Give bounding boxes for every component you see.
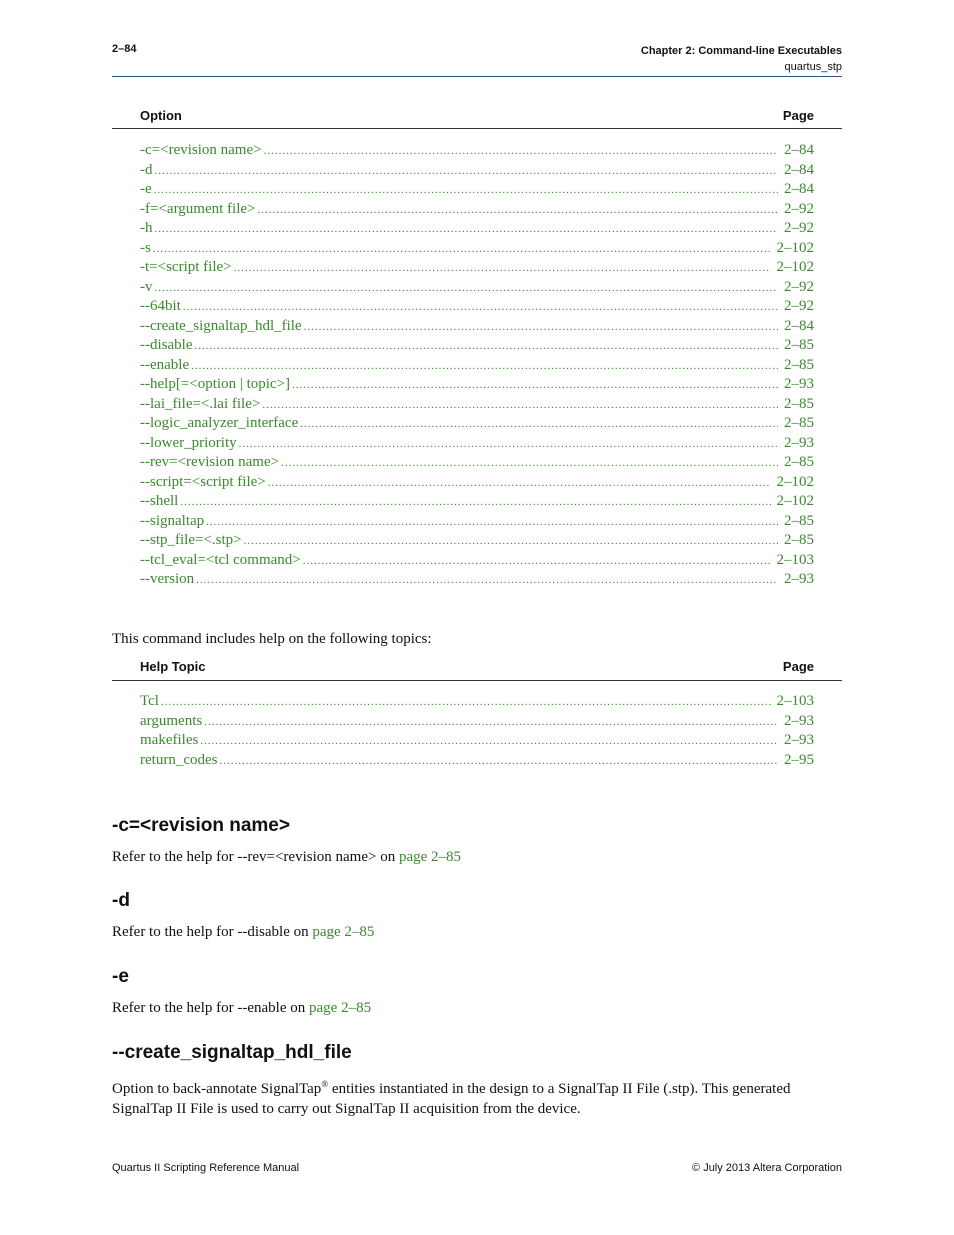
page-link[interactable]: page 2–85 xyxy=(312,924,375,940)
leader-dots xyxy=(244,535,778,547)
leader-dots xyxy=(155,223,779,235)
header-rule xyxy=(112,76,842,77)
section-heading-c: -c=<revision name> xyxy=(112,815,290,836)
footer-date-company: © July 2013 Altera Corporation xyxy=(692,1162,842,1174)
section-title: quartus_stp xyxy=(784,61,842,73)
leader-dots xyxy=(303,555,771,567)
toc-row[interactable] xyxy=(140,259,814,279)
page-number: 2–84 xyxy=(112,43,137,55)
leader-dots xyxy=(268,477,771,489)
leader-dots xyxy=(180,496,770,508)
topic-label[interactable]: Tcl xyxy=(140,693,159,709)
topics-list xyxy=(140,693,814,771)
toc-row[interactable] xyxy=(140,162,814,182)
toc-page[interactable]: 2–92 xyxy=(784,200,814,217)
leader-dots xyxy=(281,457,778,469)
toc-label[interactable]: --signaltap xyxy=(140,512,205,529)
toc-page[interactable]: 2–85 xyxy=(784,415,814,431)
options-table-rule xyxy=(112,128,842,129)
section-c-text xyxy=(112,847,842,867)
page-link[interactable]: page 2–85 xyxy=(309,1000,372,1016)
page-column-header: Page xyxy=(782,108,814,123)
toc-label[interactable]: -e xyxy=(140,181,152,197)
toc-label[interactable]: --stp_file=<.stp> xyxy=(140,532,242,548)
leader-dots xyxy=(262,399,778,411)
section-create-signaltap-text xyxy=(112,1074,842,1119)
topic-row[interactable] xyxy=(140,752,814,772)
toc-page[interactable]: 2–85 xyxy=(784,356,814,373)
toc-page[interactable]: 2–92 xyxy=(784,298,814,314)
toc-row[interactable] xyxy=(140,435,814,455)
toc-row[interactable] xyxy=(140,415,814,435)
toc-row[interactable] xyxy=(140,357,814,377)
toc-page[interactable]: 2–102 xyxy=(776,473,814,490)
section-d-text xyxy=(112,922,842,942)
toc-page[interactable]: 2–85 xyxy=(784,512,814,529)
help-intro-text: This command includes help on the following topics: xyxy=(112,631,432,647)
toc-row[interactable] xyxy=(140,220,814,240)
toc-page[interactable]: 2–85 xyxy=(784,454,814,470)
topic-label[interactable]: return_codes xyxy=(140,751,218,768)
topic-page[interactable]: 2–93 xyxy=(784,732,814,748)
running-header xyxy=(641,43,842,75)
toc-label[interactable]: --create_signaltap_hdl_file xyxy=(140,317,302,334)
toc-page[interactable]: 2–93 xyxy=(784,571,814,587)
topic-page[interactable]: 2–103 xyxy=(776,693,814,709)
toc-row[interactable] xyxy=(140,376,814,396)
leader-dots xyxy=(155,282,779,294)
toc-page[interactable]: 2–93 xyxy=(784,376,814,392)
leader-dots xyxy=(204,716,778,728)
toc-label[interactable]: -v xyxy=(140,278,153,295)
toc-label[interactable]: -f=<argument file> xyxy=(140,200,256,217)
leader-dots xyxy=(206,516,778,528)
section-d-body: Refer to the help for --disable on xyxy=(112,924,313,940)
topic-page[interactable]: 2–93 xyxy=(784,712,814,729)
section-heading-d: -d xyxy=(112,890,130,911)
toc-row[interactable] xyxy=(140,298,814,318)
toc-row[interactable] xyxy=(140,279,814,299)
toc-label[interactable]: --shell xyxy=(140,493,179,509)
page-link[interactable]: page 2–85 xyxy=(398,849,462,865)
toc-page[interactable]: 2–85 xyxy=(784,395,814,412)
toc-page[interactable]: 2–92 xyxy=(784,278,814,295)
chapter-title: Chapter 2: Command-line Executables xyxy=(640,45,842,57)
toc-label[interactable]: --help[=<option | topic>] xyxy=(140,376,291,392)
toc-page[interactable]: 2–92 xyxy=(784,220,814,236)
leader-dots xyxy=(196,574,778,586)
topic-label[interactable]: makefiles xyxy=(140,732,199,748)
topic-row[interactable] xyxy=(140,732,814,752)
toc-label[interactable]: --lai_file=<.lai file> xyxy=(140,395,261,412)
topic-row[interactable] xyxy=(140,693,814,713)
leader-dots xyxy=(161,696,771,708)
toc-row[interactable] xyxy=(140,201,814,221)
leader-dots xyxy=(154,184,778,196)
section-create-body-b: entities instantiated in the design to a SignalTap II File (.stp). This generated SignalTap II File is used to carry out SignalTap II acquisition from the device. xyxy=(112,1081,791,1117)
options-list xyxy=(140,142,814,591)
toc-row[interactable] xyxy=(140,181,814,201)
toc-page[interactable]: 2–84 xyxy=(784,317,814,334)
toc-page[interactable]: 2–84 xyxy=(784,161,814,178)
toc-page[interactable]: 2–102 xyxy=(776,239,814,256)
toc-row[interactable] xyxy=(140,396,814,416)
toc-label[interactable]: --lower_priority xyxy=(140,434,237,451)
leader-dots xyxy=(153,243,771,255)
toc-label[interactable]: -d xyxy=(140,161,153,178)
leader-dots xyxy=(219,755,778,767)
toc-label[interactable]: -t=<script file> xyxy=(140,259,232,275)
toc-label[interactable]: -c=<revision name> xyxy=(140,142,262,158)
leader-dots xyxy=(257,204,778,216)
section-create-body-a: Option to back-annotate SignalTap xyxy=(112,1081,322,1097)
footer-manual-title: Quartus II Scripting Reference Manual xyxy=(112,1162,300,1174)
toc-label[interactable]: --script=<script file> xyxy=(140,473,266,490)
section-heading-create-signaltap-hdl-file: --create_signaltap_hdl_file xyxy=(112,1042,352,1063)
leader-dots xyxy=(183,301,778,313)
toc-row[interactable] xyxy=(140,552,814,572)
toc-page[interactable]: 2–102 xyxy=(776,493,814,509)
registered-mark: ® xyxy=(321,1079,329,1089)
toc-row[interactable] xyxy=(140,571,814,591)
toc-page[interactable]: 2–85 xyxy=(784,532,814,548)
toc-label[interactable]: --tcl_eval=<tcl command> xyxy=(140,551,301,568)
toc-row[interactable] xyxy=(140,493,814,513)
toc-label[interactable]: --logic_analyzer_interface xyxy=(140,415,299,431)
section-e-body: Refer to the help for --enable on xyxy=(112,1000,309,1016)
topic-row[interactable] xyxy=(140,713,814,733)
topics-table-header xyxy=(140,659,814,674)
leader-dots xyxy=(264,145,778,157)
toc-row[interactable] xyxy=(140,474,814,494)
leader-dots xyxy=(300,418,778,430)
toc-page[interactable]: 2–84 xyxy=(784,142,814,158)
toc-label[interactable]: --rev=<revision name> xyxy=(140,454,280,470)
toc-row[interactable] xyxy=(140,454,814,474)
help-topic-column-header: Help Topic xyxy=(140,659,206,674)
toc-row[interactable] xyxy=(140,240,814,260)
section-heading-e: -e xyxy=(112,966,129,987)
leader-dots xyxy=(194,340,778,352)
leader-dots xyxy=(239,438,778,450)
toc-label[interactable]: --disable xyxy=(140,337,193,353)
leader-dots xyxy=(292,379,778,391)
toc-page[interactable]: 2–102 xyxy=(776,259,814,275)
toc-page[interactable]: 2–93 xyxy=(784,434,814,451)
toc-label[interactable]: --64bit xyxy=(140,298,181,314)
leader-dots xyxy=(191,360,778,372)
options-table-header xyxy=(140,108,814,123)
option-column-header: Option xyxy=(140,108,182,123)
leader-dots xyxy=(234,262,771,274)
toc-row[interactable] xyxy=(140,318,814,338)
section-c-body: Refer to the help for --rev=<revision name> on xyxy=(112,849,399,865)
toc-label[interactable]: --enable xyxy=(140,356,190,373)
topic-label[interactable]: arguments xyxy=(140,712,203,729)
toc-label[interactable]: -h xyxy=(140,220,153,236)
toc-page[interactable]: 2–103 xyxy=(776,551,814,568)
toc-label[interactable]: -s xyxy=(140,239,151,256)
toc-row[interactable] xyxy=(140,532,814,552)
section-e-text xyxy=(112,998,842,1018)
leader-dots xyxy=(304,321,778,333)
toc-row[interactable] xyxy=(140,337,814,357)
topics-table-rule xyxy=(112,680,842,681)
leader-dots xyxy=(200,735,778,747)
page-column-header: Page xyxy=(782,659,814,674)
topic-page[interactable]: 2–95 xyxy=(784,751,814,768)
toc-page[interactable]: 2–85 xyxy=(784,337,814,353)
leader-dots xyxy=(155,165,779,177)
toc-row[interactable] xyxy=(140,513,814,533)
toc-page[interactable]: 2–84 xyxy=(784,181,814,197)
toc-label[interactable]: --version xyxy=(140,571,195,587)
toc-row[interactable] xyxy=(140,142,814,162)
